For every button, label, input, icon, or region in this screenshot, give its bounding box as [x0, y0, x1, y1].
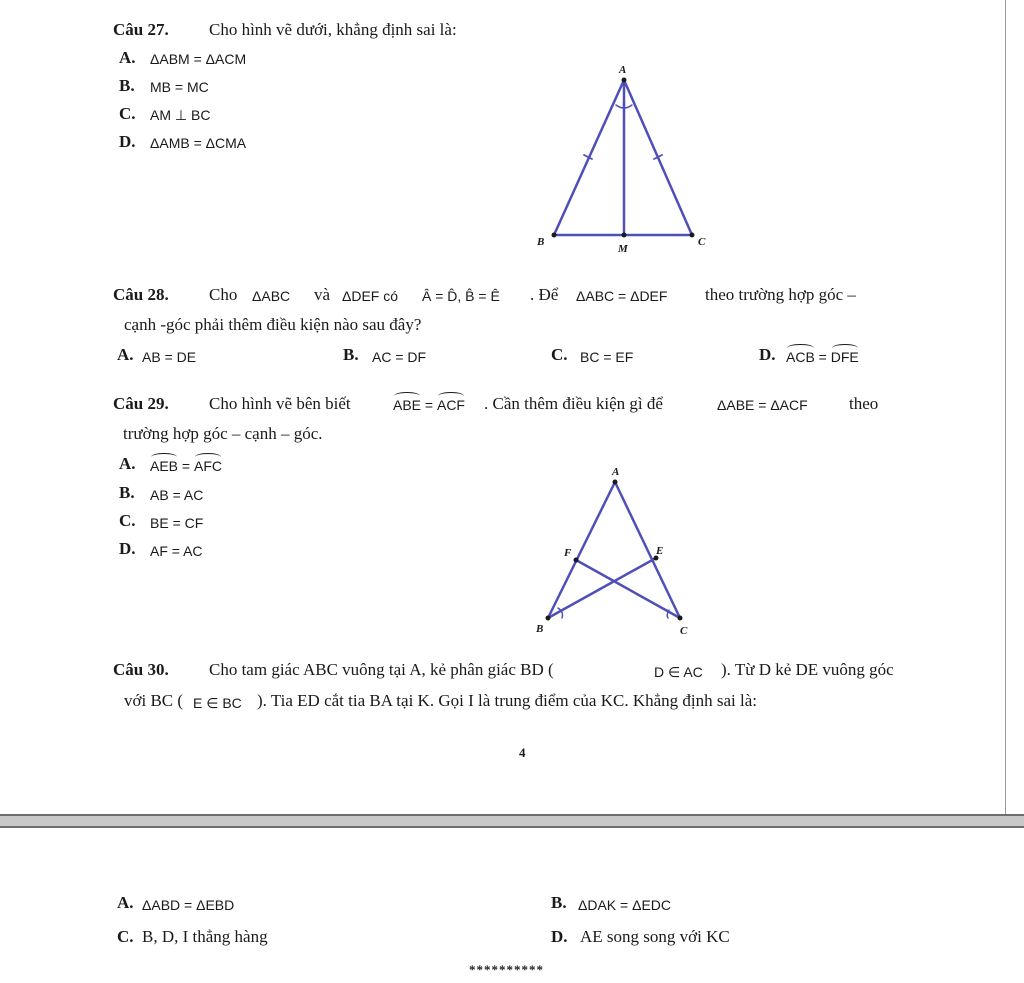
- q28-triangle-def: ΔDEF có: [342, 288, 399, 304]
- q28-number: Câu 28.: [113, 285, 169, 304]
- q29-segment-be: [548, 558, 656, 618]
- q29-label-e: E: [656, 545, 664, 557]
- q29-text-line2: trường hợp góc – cạnh – góc.: [123, 424, 323, 443]
- q29-option-c: BE = CF: [150, 515, 204, 531]
- q28-option-d: ACB = DFE: [786, 349, 859, 365]
- page-edge: [1005, 0, 1006, 814]
- q29-option-c-letter: C.: [119, 511, 136, 530]
- q29-angle-equality: ABE = ACF: [393, 397, 465, 413]
- q29-congruence: ΔABE = ΔACF: [717, 397, 808, 413]
- q28-option-b: AC = DF: [372, 349, 427, 365]
- q27-text: Cho hình vẽ dưới, khẳng định sai là:: [209, 20, 457, 39]
- q28-text-h: theo trường hợp góc –: [705, 285, 856, 304]
- q27-label-b: B: [537, 236, 545, 248]
- q27-option-d: ΔAMB = ΔCMA: [150, 135, 247, 151]
- q28-text-c: và: [314, 285, 331, 304]
- q29-option-d: AF = AC: [150, 543, 203, 559]
- q28-triangle-abc: ΔABC: [252, 288, 291, 304]
- end-mark: **********: [469, 962, 544, 977]
- q30-text-a: Cho tam giác ABC vuông tại A, kẻ phân giác BD (: [209, 660, 554, 679]
- q27-label-c: C: [698, 236, 706, 248]
- q30-option-b: ΔDAK = ΔEDC: [578, 897, 672, 913]
- q30-option-c: B, D, I thẳng hàng: [142, 927, 268, 946]
- q27-number: Câu 27.: [113, 20, 169, 39]
- q28-option-b-letter: B.: [343, 345, 359, 364]
- q28-option-a: AB = DE: [142, 349, 197, 365]
- q29-triangle-figure: [530, 460, 700, 640]
- q27-option-b-letter: B.: [119, 76, 135, 95]
- q30-option-a: ΔABD = ΔEBD: [142, 897, 235, 913]
- q27-vertex-m: [622, 233, 627, 238]
- q30-option-d-letter: D.: [551, 927, 568, 946]
- q28-option-c: BC = EF: [580, 349, 634, 365]
- q29-side-ac: [615, 482, 680, 618]
- q29-vertex-b: [546, 616, 551, 621]
- q30-option-a-letter: A.: [117, 893, 134, 912]
- q30-condition-e: E ∈ BC: [193, 695, 242, 711]
- q28-text-a: Cho: [209, 285, 238, 304]
- q29-label-a: A: [612, 466, 620, 478]
- page-separator: [0, 814, 1024, 828]
- page-number: 4: [519, 745, 526, 760]
- q29-option-a: AEB = AFC: [150, 458, 222, 474]
- q29-segment-cf: [576, 560, 680, 618]
- q29-label-b: B: [536, 623, 544, 635]
- q27-label-m: M: [618, 243, 628, 255]
- q27-option-a-letter: A.: [119, 48, 136, 67]
- q29-option-b-letter: B.: [119, 483, 135, 502]
- q29-number: Câu 29.: [113, 394, 169, 413]
- q28-text-f: . Để: [530, 285, 559, 304]
- q29-option-d-letter: D.: [119, 539, 136, 558]
- q30-option-c-letter: C.: [117, 927, 134, 946]
- q28-option-a-letter: A.: [117, 345, 134, 364]
- q30-option-d: AE song song với KC: [580, 927, 730, 946]
- q30-option-b-letter: B.: [551, 893, 567, 912]
- q27-vertex-a: [622, 78, 627, 83]
- q27-option-c: AM ⊥ BC: [150, 107, 211, 123]
- q30-text-c: ). Từ D kẻ DE vuông góc: [721, 660, 894, 679]
- q29-vertex-c: [678, 616, 683, 621]
- q29-text-b: . Cần thêm điều kiện gì để: [484, 394, 663, 413]
- q29-side-ab: [548, 482, 615, 618]
- q28-angle-condition: Â = D̂, B̂ = Ê: [422, 288, 500, 304]
- q27-vertex-c: [690, 233, 695, 238]
- q29-vertex-a: [613, 480, 618, 485]
- q27-option-c-letter: C.: [119, 104, 136, 123]
- q30-number: Câu 30.: [113, 660, 169, 679]
- q29-text-d: theo: [849, 394, 879, 413]
- q27-triangle-figure: [520, 55, 720, 265]
- q27-vertex-b: [552, 233, 557, 238]
- q29-text-a: Cho hình vẽ bên biết: [209, 394, 351, 413]
- q28-congruence: ΔABC = ΔDEF: [576, 288, 668, 304]
- q29-label-f: F: [564, 547, 572, 559]
- q27-option-d-letter: D.: [119, 132, 136, 151]
- q28-option-d-letter: D.: [759, 345, 776, 364]
- q27-option-a: ΔABM = ΔACM: [150, 51, 247, 67]
- q28-text-line2: cạnh -góc phải thêm điều kiện nào sau đây?: [124, 315, 422, 334]
- q30-condition-d: D ∈ AC: [654, 664, 703, 680]
- q30-text-line2-a: với BC (: [124, 691, 184, 710]
- q29-option-b: AB = AC: [150, 487, 204, 503]
- q27-option-b: MB = MC: [150, 79, 209, 95]
- q29-label-c: C: [680, 625, 688, 637]
- q30-text-line2-c: ). Tia ED cắt tia BA tại K. Gọi I là trung điểm của KC. Khẳng định sai là:: [257, 691, 758, 710]
- q29-option-a-letter: A.: [119, 454, 136, 473]
- q27-label-a: A: [619, 64, 627, 76]
- q28-option-c-letter: C.: [551, 345, 568, 364]
- q29-vertex-f: [574, 558, 579, 563]
